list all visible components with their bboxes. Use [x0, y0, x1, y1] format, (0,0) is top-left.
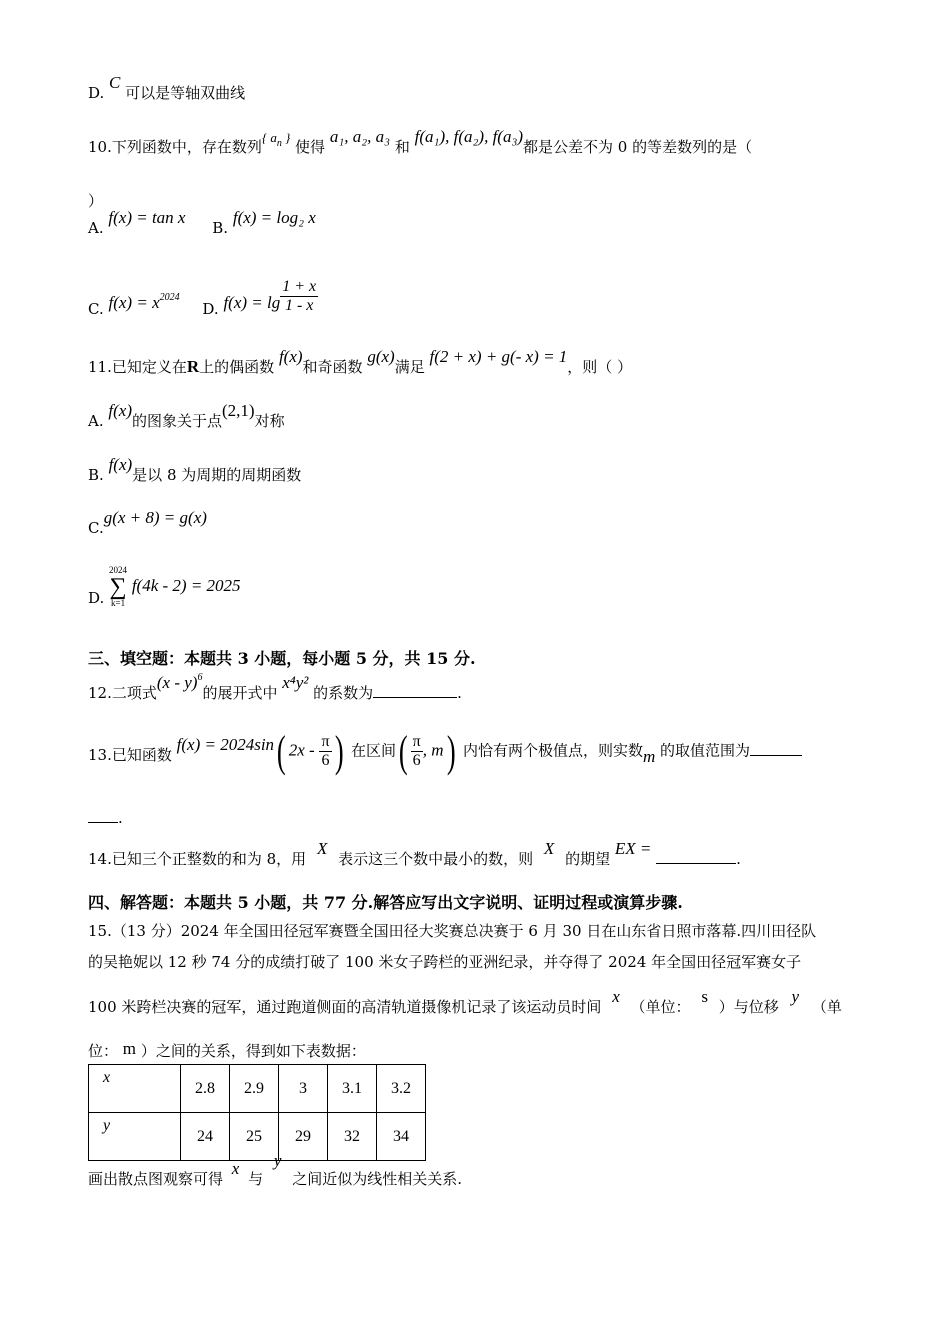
q15-line2: 的吴艳妮以 12 秒 74 分的成绩打破了 100 米女子跨栏的亚洲纪录，并夺得了 2024 年全国田径冠军赛女子: [88, 953, 802, 971]
option-text: 可以是等轴双曲线: [125, 84, 246, 102]
option-c-math: [109, 293, 180, 312]
answer-blank[interactable]: [750, 741, 802, 756]
math-terms: a₁, a₂, a₃: [329, 127, 391, 146]
table-header-y: y: [89, 1113, 181, 1161]
q13-cont: [88, 808, 123, 827]
q15-line3: [88, 987, 842, 1017]
function-lhs: f(x) = 2024sin: [176, 734, 275, 754]
fraction: [280, 278, 318, 314]
section-4-title: 四、解答题：本题共 5 小题，共 77 分.解答应写出文字说明、证明过程或演算步骤.: [88, 893, 683, 912]
stem-text: ，则（ ）: [567, 358, 633, 376]
stem-text: 和: [394, 138, 410, 156]
q10-stem: [88, 127, 753, 157]
table-cell: 24: [181, 1113, 230, 1161]
math-f: f(x): [108, 401, 132, 420]
option-d-math: f(x) = lg: [223, 293, 281, 313]
left-paren-icon: (: [276, 727, 286, 776]
math-g: g(x): [367, 347, 395, 366]
stem-text: 表示这三个数中最小的数，则: [338, 850, 534, 868]
option-text: 的图象关于点: [131, 412, 222, 430]
sum-upper: 2024: [109, 565, 128, 575]
option-c-math: g(x + 8) = g(x): [103, 508, 207, 527]
q13: [88, 726, 802, 777]
stem-text: 的期望: [565, 850, 611, 868]
table-row: [89, 1113, 426, 1161]
q10-options-ab: [88, 208, 316, 238]
math-symbol: C: [109, 73, 121, 92]
stem-text: 14.已知三个正整数的和为 8，用: [88, 850, 307, 868]
stem-text: .: [457, 684, 462, 702]
summation: [109, 566, 127, 608]
numerator: π: [412, 733, 421, 751]
math-EX: EX =: [614, 839, 652, 858]
real-set-symbol: R: [186, 357, 200, 376]
stem-text: 100 米跨栏决赛的冠军，通过跑道侧面的高清轨道摄像机记录了该运动员时间: [88, 998, 602, 1016]
binomial-base: (x - y): [156, 673, 198, 692]
math-X: X: [316, 839, 328, 858]
stem-text: ）与位移: [718, 998, 779, 1016]
answer-blank[interactable]: [88, 808, 118, 823]
math-point: (2,1): [222, 401, 255, 420]
q14: [88, 839, 741, 869]
q11-stem: [88, 347, 633, 377]
binomial: [157, 673, 203, 692]
stem-text: .: [736, 850, 741, 868]
option-label: C.: [88, 519, 104, 537]
pi-over-6: [319, 733, 331, 769]
stem-text: （单位：: [630, 998, 691, 1016]
q11-option-b: [88, 455, 302, 485]
table-cell: 2.8: [181, 1065, 230, 1113]
math-f: f(x): [278, 347, 303, 366]
stem-text: 和奇函数: [302, 358, 363, 376]
math-equation: f(2 + x) + g(- x) = 1: [429, 347, 568, 366]
stem-text: .: [118, 809, 123, 827]
option-label: C.: [88, 300, 104, 319]
table-cell: 25: [230, 1113, 279, 1161]
option-label: B.: [88, 466, 104, 484]
table-header-x: x: [89, 1065, 181, 1113]
stem-text: 12.二项式: [88, 684, 157, 702]
stem-text: （单: [811, 998, 842, 1016]
pi-over-6: [411, 733, 423, 769]
math-x: x: [231, 1159, 240, 1178]
table-row: [89, 1065, 426, 1113]
table-cell: 34: [377, 1113, 426, 1161]
denominator: 6: [412, 752, 421, 769]
stem-text: 上的偶函数: [199, 358, 275, 376]
math-x: x: [612, 987, 620, 1006]
answer-blank[interactable]: [373, 683, 457, 698]
stem-text: 的展开式中: [202, 684, 278, 702]
option-label: A.: [88, 219, 104, 237]
stem-text: 满足: [394, 358, 425, 376]
q10-options-cd: [88, 272, 318, 319]
binomial-exponent: 6: [197, 672, 203, 683]
q12: [88, 672, 462, 703]
q9-option-d: [88, 73, 246, 103]
stem-text: 的取值范围为: [660, 741, 751, 760]
sum-lower: k=1: [111, 598, 126, 608]
q15-after-table: [88, 1151, 463, 1189]
inner-expr: 2x -: [288, 740, 315, 760]
seq-subscript: n: [276, 138, 282, 149]
stem-text: ）之间的关系，得到如下表数据：: [140, 1042, 366, 1060]
option-b-math: f(x) = log₂ x: [232, 208, 316, 227]
q15-line1: 15.（13 分）2024 年全国田径冠军赛暨全国田径大奖赛总决赛于 6 月 30 日在山东省日照市落幕.四川田径队: [88, 922, 817, 940]
math-exponent: 2024: [159, 292, 180, 304]
left-paren-icon: (: [398, 727, 408, 776]
interval-end: , m: [422, 740, 444, 760]
math-y: y: [791, 987, 800, 1006]
option-a-math: f(x) = tan x: [108, 208, 186, 227]
sequence-symbol: { $a_n$ }: [261, 130, 291, 149]
stem-text: 13.已知函数: [88, 745, 172, 764]
term: x⁴y²: [282, 673, 309, 692]
math-m: m: [642, 746, 656, 766]
q11-option-d: [88, 566, 241, 608]
table-cell: 3.2: [377, 1065, 426, 1113]
stem-text: 内恰有两个极值点，则实数: [462, 741, 643, 760]
unit-s: s: [701, 987, 708, 1006]
q15-line4: [88, 1040, 366, 1061]
table-cell: 3.1: [328, 1065, 377, 1113]
right-paren-icon: ): [446, 727, 456, 776]
denominator: 6: [321, 752, 330, 769]
stem-text: 在区间: [350, 741, 396, 760]
stem-text: 之间近似为线性相关关系.: [292, 1170, 463, 1188]
stem-text: 11.已知定义在: [88, 358, 187, 376]
numerator: π: [321, 733, 330, 751]
stem-text: 的系数为: [313, 684, 374, 702]
q10-stem-close: ）: [88, 192, 104, 210]
denominator: 1 - x: [284, 296, 314, 314]
math-base: f(x) = x: [108, 293, 160, 313]
option-text: 对称: [254, 412, 285, 430]
option-text: 是以 8 为周期的周期函数: [132, 466, 302, 484]
math-X: X: [543, 839, 555, 858]
option-label: D.: [202, 300, 219, 319]
option-label: B.: [212, 219, 229, 237]
stem-text: 画出散点图观察可得: [88, 1170, 224, 1188]
sum-expression: f(4k - 2) = 2025: [131, 576, 241, 595]
stem-text: 10.下列函数中，存在数列: [88, 138, 262, 156]
answer-blank[interactable]: [656, 849, 736, 864]
right-paren-icon: ): [334, 727, 344, 776]
math-f: f(x): [108, 455, 133, 474]
numerator: 1 + x: [282, 278, 317, 295]
table-cell: 32: [328, 1113, 377, 1161]
stem-text: 与: [248, 1170, 264, 1188]
table-cell: 3: [279, 1065, 328, 1113]
section-3-title: 三、填空题：本题共 3 小题，每小题 5 分，共 15 分.: [88, 649, 476, 668]
stem-text: 使得: [295, 138, 326, 156]
q11-option-a: [88, 401, 285, 431]
option-label: D.: [88, 84, 105, 102]
stem-text: 位：: [88, 1042, 119, 1060]
math-y: y: [273, 1151, 282, 1170]
table-cell: 2.9: [230, 1065, 279, 1113]
seq-letter: a: [270, 130, 277, 145]
stem-text: 都是公差不为 0 的等差数列的是（: [523, 138, 753, 156]
data-table: [88, 1064, 426, 1161]
unit-m: m: [122, 1039, 137, 1058]
q11-option-c: [88, 508, 207, 538]
option-label: D.: [88, 589, 105, 607]
option-label: A.: [88, 412, 104, 430]
table-cell: 29: [279, 1113, 328, 1161]
math-fterms: f(a₁), f(a₂), f(a₃): [414, 127, 524, 146]
sigma-icon: ∑: [109, 574, 127, 600]
